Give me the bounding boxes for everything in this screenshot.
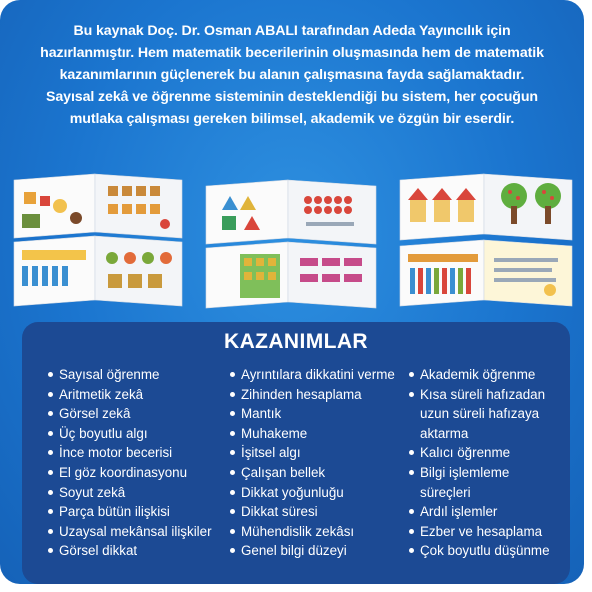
list-item: Akademik öğrenme — [408, 365, 550, 385]
list-item: Ezber ve hesaplama — [408, 522, 550, 542]
list-item-continuation: aktarma — [420, 425, 469, 441]
intro-line-1: Bu kaynak Doç. Dr. Osman ABALI tarafından Adeda Yayıncılık için — [73, 23, 511, 39]
list-item: Muhakeme — [229, 424, 395, 444]
list-item: Çalışan bellek — [229, 463, 395, 483]
book-group-1 — [14, 174, 182, 306]
bullet-icon — [409, 450, 414, 455]
bullet-icon — [230, 509, 235, 514]
list-item: Görsel dikkat — [47, 541, 212, 561]
kazanimlar-column-3 — [408, 365, 550, 561]
bullet-icon — [409, 392, 414, 397]
list-item: Dikkat süresi — [229, 502, 395, 522]
list-item: Soyut zekâ — [47, 483, 212, 503]
bullet-icon — [230, 392, 235, 397]
list-item: Parça bütün ilişkisi — [47, 502, 212, 522]
bullet-icon — [230, 548, 235, 553]
bullet-icon — [230, 372, 235, 377]
list-item: Zihinden hesaplama — [229, 385, 395, 405]
bullet-icon — [409, 470, 414, 475]
bullet-icon — [48, 372, 53, 377]
list-item: İnce motor becerisi — [47, 443, 212, 463]
kazanimlar-column-2 — [229, 365, 395, 561]
book-previews — [0, 162, 584, 312]
bullet-icon — [230, 490, 235, 495]
book-preview-illustration — [0, 162, 584, 312]
bullet-icon — [230, 431, 235, 436]
list-item: Dikkat yoğunluğu — [229, 483, 395, 503]
bullet-icon — [48, 548, 53, 553]
bullet-icon — [409, 509, 414, 514]
list-item: Bilgi işlemleme — [408, 463, 550, 483]
bullet-icon — [409, 548, 414, 553]
list-item: Çok boyutlu düşünme — [408, 541, 550, 561]
bullet-icon — [230, 529, 235, 534]
list-item: Genel bilgi düzeyi — [229, 541, 395, 561]
open-book — [206, 242, 376, 308]
list-item: Mantık — [229, 404, 395, 424]
bullet-icon — [48, 490, 53, 495]
open-book — [14, 174, 182, 238]
list-item: İşitsel algı — [229, 443, 395, 463]
bullet-icon — [48, 392, 53, 397]
list-item: Sayısal öğrenme — [47, 365, 212, 385]
bullet-icon — [48, 411, 53, 416]
list-item: Aritmetik zekâ — [47, 385, 212, 405]
kazanimlar-panel — [22, 322, 570, 584]
bullet-icon — [48, 450, 53, 455]
book-group-2 — [206, 180, 376, 308]
bullet-icon — [409, 529, 414, 534]
list-item: Uzaysal mekânsal ilişkiler — [47, 522, 212, 542]
list-item: Kalıcı öğrenme — [408, 443, 550, 463]
bullet-icon — [230, 470, 235, 475]
open-book — [400, 240, 572, 306]
bullet-icon — [48, 529, 53, 534]
bullet-icon — [48, 509, 53, 514]
intro-line-3: kazanımlarının güçlenerek bu alanın çalışmasına fayda sağlamaktadır. — [59, 67, 525, 83]
panel-title: KAZANIMLAR — [224, 330, 368, 353]
bullet-icon — [48, 470, 53, 475]
list-item: Görsel zekâ — [47, 404, 212, 424]
intro-line-4: Sayısal zekâ ve öğrenme sisteminin desteklendiği bu sistem, her çocuğun — [46, 89, 538, 105]
intro-line-5: mutlaka çalışması gereken bilimsel, akademik ve özgün bir eserdir. — [69, 111, 515, 127]
bullet-icon — [48, 431, 53, 436]
intro-text — [28, 20, 556, 130]
list-item: Mühendislik zekâsı — [229, 522, 395, 542]
list-item: El göz koordinasyonu — [47, 463, 212, 483]
bullet-icon — [230, 450, 235, 455]
open-book — [206, 180, 376, 244]
book-group-3 — [400, 174, 572, 306]
open-book — [400, 174, 572, 240]
bullet-icon — [230, 411, 235, 416]
list-item: Ayrıntılara dikkatini verme — [229, 365, 395, 385]
list-item: Kısa süreli hafızadan — [408, 385, 550, 405]
list-item-continuation: süreçleri — [420, 484, 471, 500]
intro-line-2: hazırlanmıştır. Hem matematik becerilerinin oluşmasında hem de matematik — [40, 45, 544, 61]
open-book — [14, 236, 182, 306]
bullet-icon — [409, 372, 414, 377]
list-item: Üç boyutlu algı — [47, 424, 212, 444]
list-item-continuation: uzun süreli hafızaya — [420, 406, 540, 422]
kazanimlar-column-1 — [47, 365, 212, 561]
list-item: Ardıl işlemler — [408, 502, 550, 522]
